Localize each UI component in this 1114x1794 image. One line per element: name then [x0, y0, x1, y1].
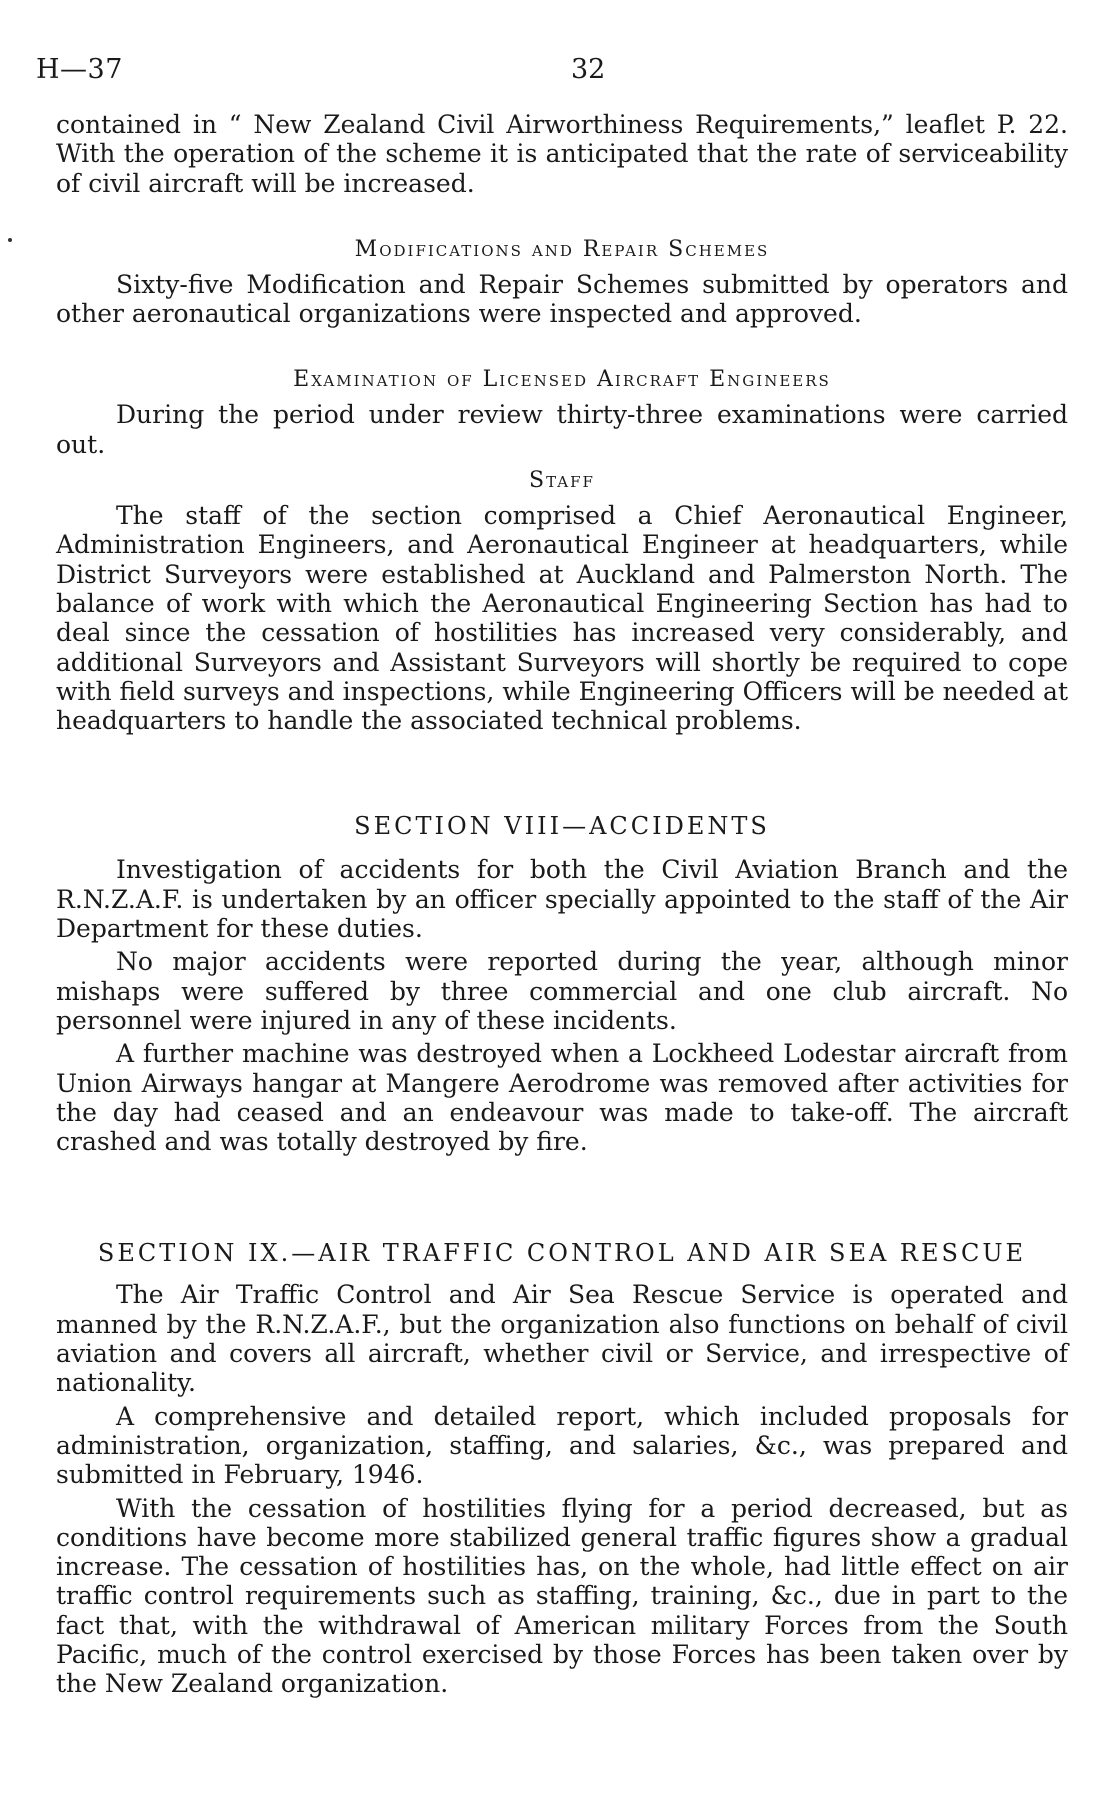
intro-paragraph: contained in “ New Zealand Civil Airworthiness Requirements,” leaflet P. 22. With the operation of the scheme it is anticipated that the rate of serviceability of civil aircraft will be increased. [56, 110, 1068, 198]
atc-paragraph-2: A comprehensive and detailed report, which included proposals for administration, organization, staffing, and salaries, &c., was prepared and submitted in February, 1946. [56, 1401, 1068, 1490]
atc-paragraph-1: The Air Traffic Control and Air Sea Rescue Service is operated and manned by the R.N.Z.A.F., but the organization also functions on behalf of civil aviation and covers all aircraft, whether civil or Service, and irrespective of nationality. [56, 1280, 1068, 1398]
staff-paragraph: The staff of the section comprised a Chief Aeronautical Engineer, Administration Engineers, and Aeronautical Engineer at headquarters, while District Surveyors were established at Auckland and Palmerston North. The balance of work with which the Aeronautical Engineering Section has had to deal since the cessation of hostilities has increased very considerably, and additional Surveyors and Assistant Surveyors will shortly be required to cope with field surveys and inspections, while Engineering Officers will be needed at headquarters to handle the associated technical problems. [56, 501, 1068, 736]
modifications-heading: Modifications and Repair Schemes [354, 236, 770, 262]
accidents-paragraph-3: A further machine was destroyed when a Lockheed Lodestar aircraft from Union Airways hangar at Mangere Aerodrome was removed after activities for the day had ceased and an endeavour was made to take-off. The aircraft crashed and was totally destroyed by fire. [56, 1039, 1068, 1157]
document-reference: H—37 [36, 54, 123, 85]
scan-speck [8, 238, 12, 242]
accidents-paragraph-1: Investigation of accidents for both the Civil Aviation Branch and the R.N.Z.A.F. is undertaken by an officer specially appointed to the staff of the Air Department for these duties. [56, 855, 1068, 944]
modifications-paragraph: Sixty-five Modification and Repair Schemes submitted by operators and other aeronautical organizations were inspected and approved. [56, 269, 1068, 329]
page-number: 32 [571, 54, 606, 85]
staff-heading: Staff [529, 468, 595, 494]
examination-paragraph: During the period under review thirty-three examinations were carried out. [56, 400, 1068, 459]
section-viii-heading: SECTION VIII—ACCIDENTS [354, 812, 770, 841]
page-header [36, 54, 1078, 88]
atc-paragraph-3: With the cessation of hostilities flying for a period decreased, but as conditions have become more stabilized general traffic figures show a gradual increase. The cessation of hostilities has, on the whole, had little effect on air traffic control requirements such as staffing, training, &c., due in part to the fact that, with the withdrawal of American military Forces from the South Pacific, much of the control exercised by those Forces has been taken over by the New Zealand organization. [56, 1493, 1068, 1699]
examination-heading: Examination of Licensed Aircraft Engineers [293, 367, 831, 393]
accidents-paragraph-2: No major accidents were reported during the year, although minor mishaps were suffered by three commercial and one club aircraft. No personnel were injured in any of these incidents. [56, 947, 1068, 1035]
section-ix-heading: SECTION IX.—AIR TRAFFIC CONTROL AND AIR SEA RESCUE [97, 1239, 1027, 1268]
page-body [56, 110, 1068, 1699]
